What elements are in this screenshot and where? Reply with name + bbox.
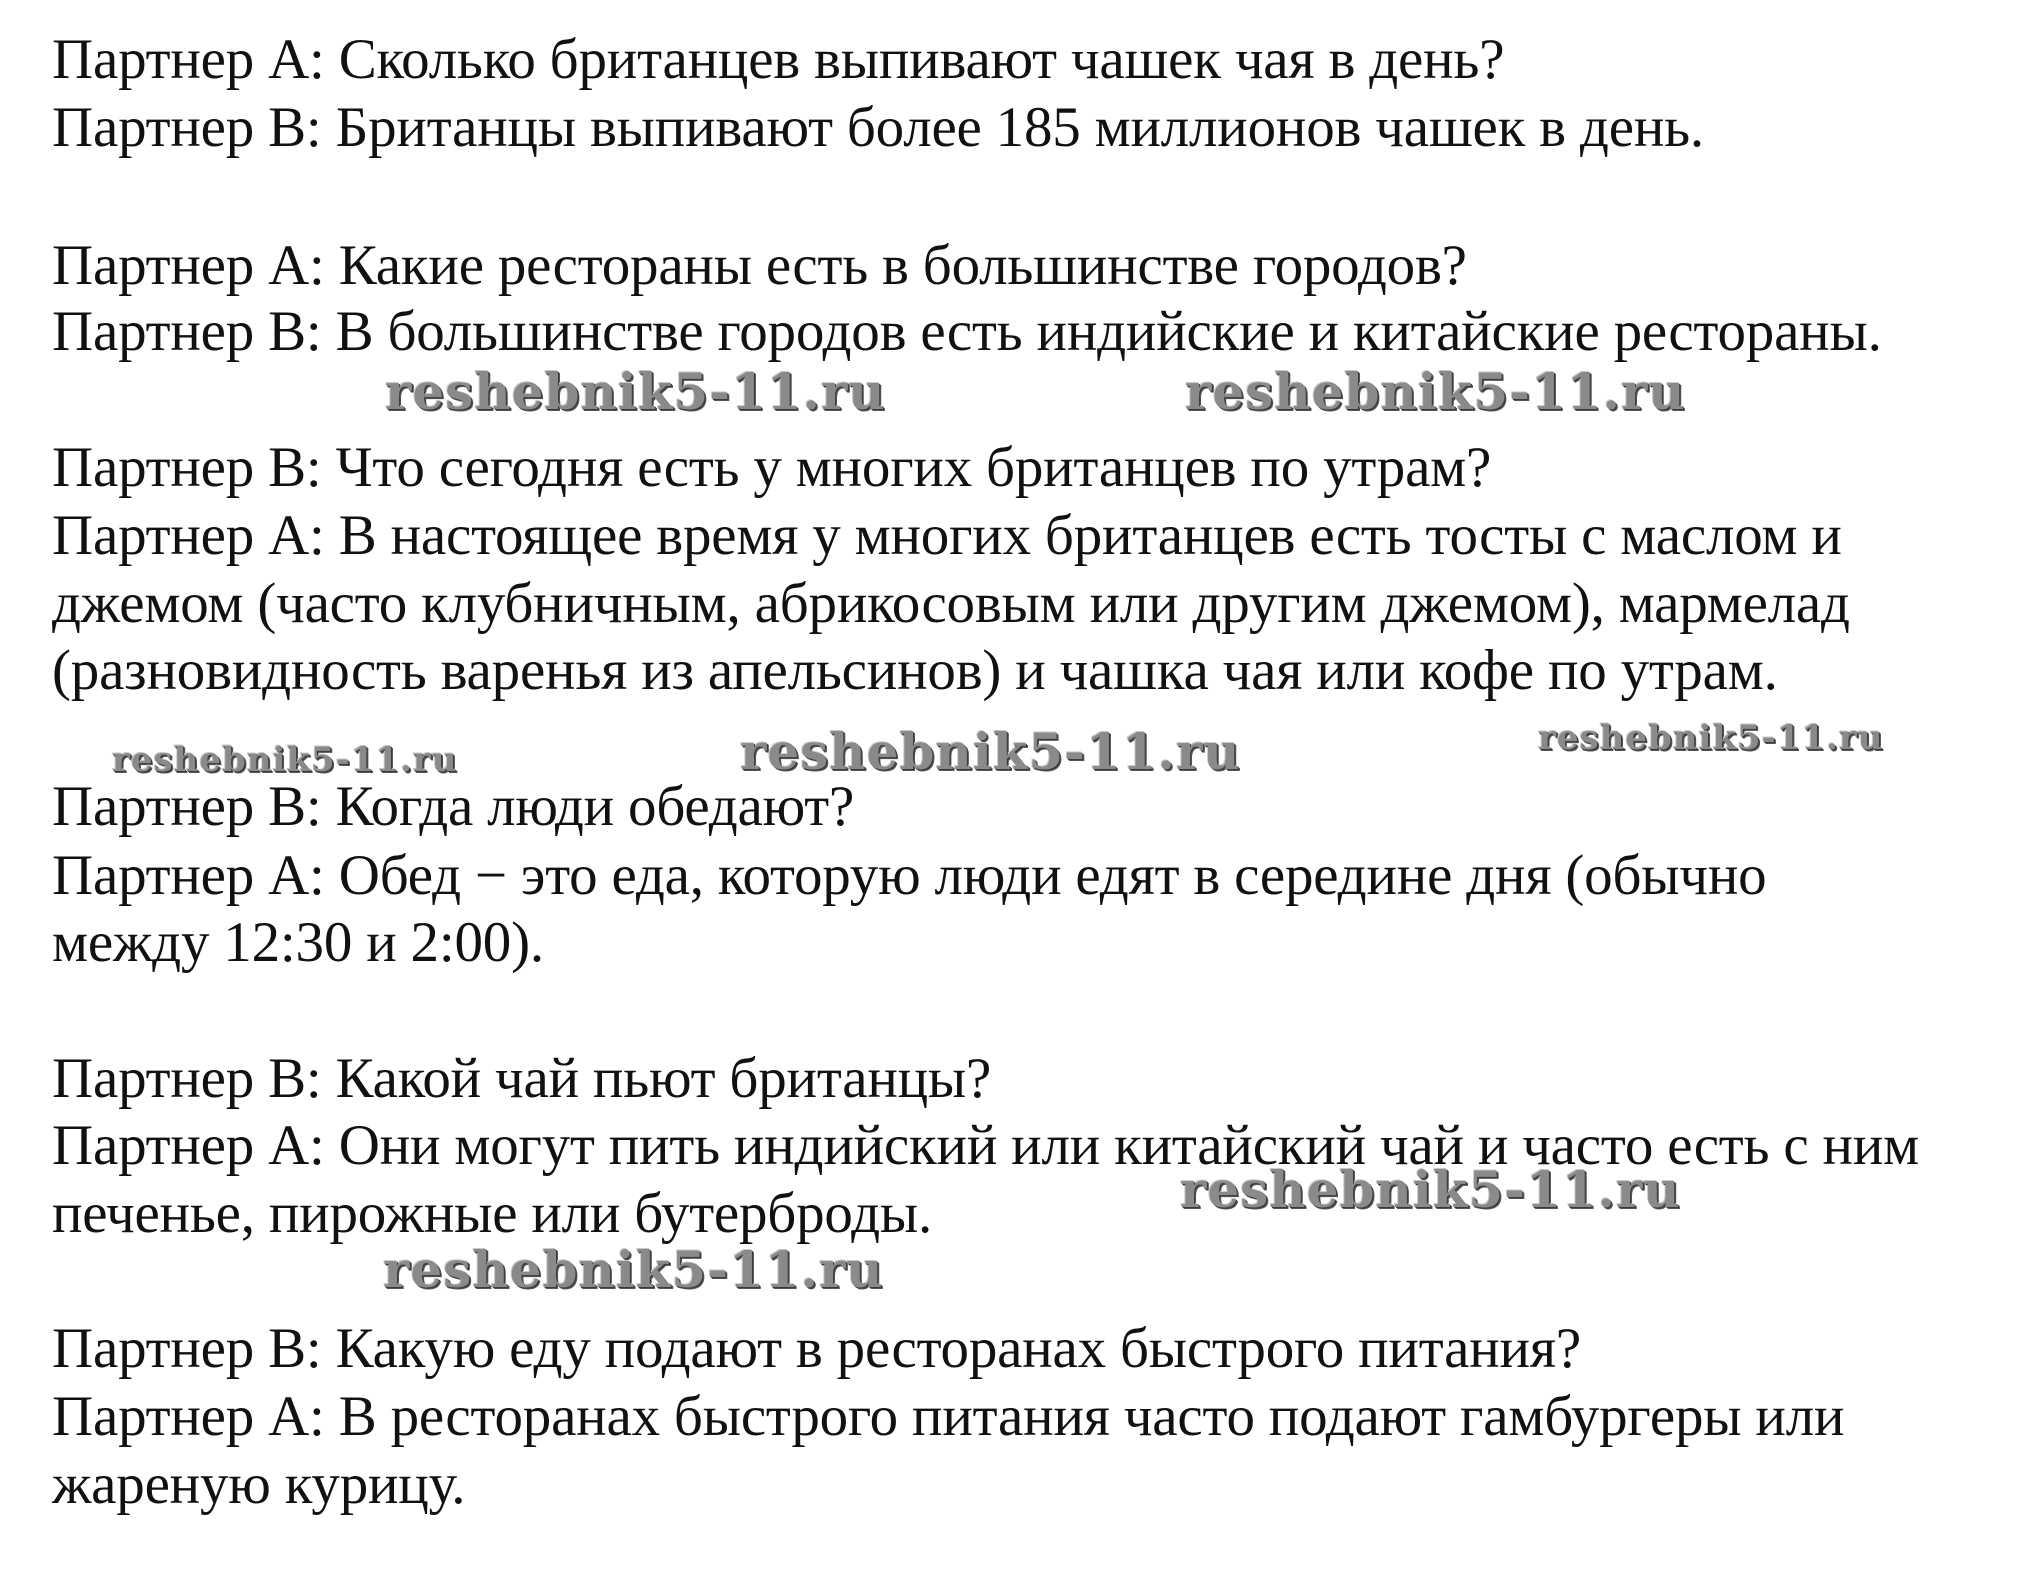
text-line: Партнер А: Сколько британцев выпивают чашек чая в день? xyxy=(52,28,1505,91)
text-line: печенье, пирожные или бутерброды. xyxy=(52,1182,933,1245)
text-line: джемом (часто клубничным, абрикосовым или другим джемом), мармелад xyxy=(52,572,1850,635)
text-line: Партнер В: Когда люди обедают? xyxy=(52,775,855,838)
text-line: Партнер В: В большинстве городов есть индийские и китайские рестораны. xyxy=(52,300,1882,363)
watermark-text: reshebnik5-11.ru xyxy=(1538,718,1884,758)
text-line: жареную курицу. xyxy=(52,1453,466,1516)
watermark-text: reshebnik5-11.ru xyxy=(740,722,1241,781)
text-line: Партнер А: В настоящее время у многих британцев есть тосты с маслом и xyxy=(52,504,1842,567)
watermark-text: reshebnik5-11.ru xyxy=(385,362,886,421)
text-line: Партнер А: В ресторанах быстрого питания часто подают гамбургеры или xyxy=(52,1385,1845,1448)
text-line: Партнер А: Обед − это еда, которую люди едят в середине дня (обычно xyxy=(52,844,1767,907)
text-line: Партнер А: Они могут пить индийский или китайский чай и часто есть с ним xyxy=(52,1114,1919,1177)
watermark-text: reshebnik5-11.ru xyxy=(112,740,458,780)
text-line: Партнер А: Какие рестораны есть в большинстве городов? xyxy=(52,234,1467,297)
text-line: между 12:30 и 2:00). xyxy=(52,911,544,974)
text-line: Партнер В: Какую еду подают в ресторанах быстрого питания? xyxy=(52,1317,1581,1380)
watermark-text: reshebnik5-11.ru xyxy=(1180,1160,1681,1219)
text-line: (разновидность варенья из апельсинов) и чашка чая или кофе по утрам. xyxy=(52,639,1778,702)
watermark-text: reshebnik5-11.ru xyxy=(383,1240,884,1299)
text-line: Партнер В: Какой чай пьют британцы? xyxy=(52,1047,992,1110)
text-line: Партнер В: Что сегодня есть у многих британцев по утрам? xyxy=(52,436,1492,499)
watermark-text: reshebnik5-11.ru xyxy=(1185,362,1686,421)
text-line: Партнер В: Британцы выпивают более 185 миллионов чашек в день. xyxy=(52,96,1704,159)
